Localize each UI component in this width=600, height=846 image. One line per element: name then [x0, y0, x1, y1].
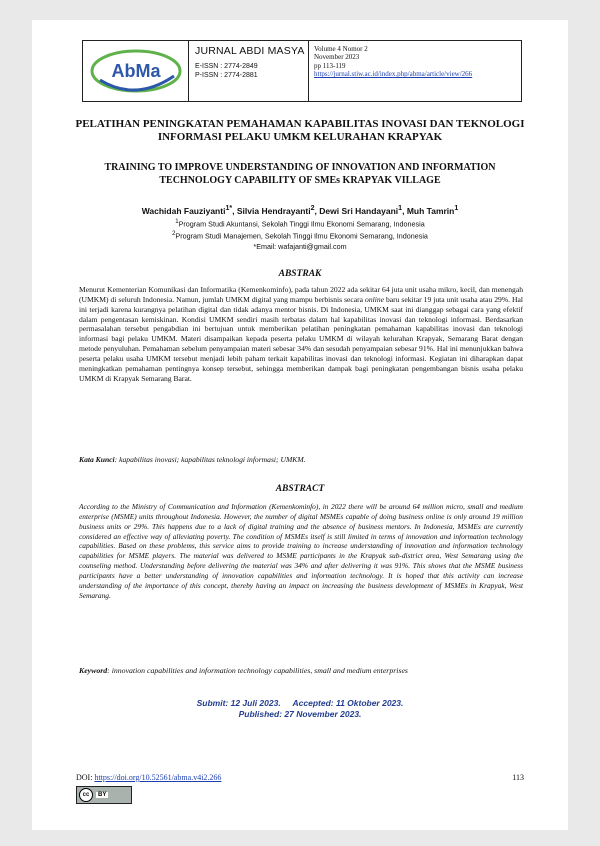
- abstrak-online-term: online: [365, 294, 384, 304]
- logo-text: AbMa: [111, 61, 160, 81]
- author-name: Muh Tamrin: [406, 205, 455, 216]
- cc-by-license-badge[interactable]: [76, 786, 132, 804]
- abstrak-text: baru sekitar 19 juta unit usaha atau 29%. Hal ini terjadi karena kurangnya pelatihan digital dan tidak adanya mentor bisnis. Di Indonesia, UMKM saat ini dianggap sebagai cara yang efektif dalam pengentasan kemiskinan. Kondisi UMKM sendiri masih terbatas dalam hal kapabilitas inovasi dan teknologi informasi. Berdasarkan permasalahan tersebut pengabdian ini bertujuan untuk memberikan pelatihan peningkatan pemahaman kapabilitas inovasi dan teknologi informasi bagi pelaku UMKM. Materi disampaikan kepada peserta pelaku UMKM di wilayah kelurahan Krapyak, Semarang Barat dengan metode penyuluhan. Pemahaman sebelum penyampaian materi sebesar 34% dan sesudah penyampaian sebesar 91%. Hal ini menunjukkan bahwa peserta pelaku usaha UMKM tersebut menjadi lebih paham terkait kapabilitas inovasi dan teknologi informasi. Kegiatan ini diharapkan dapat meningkatkan pemahaman pentingnya konsep tersebut, sehingga memberikan dampak bagi peningkatan pengembangan bisnis usaha pelaku UMKM di Krapyak Semarang Barat.: [79, 294, 523, 383]
- journal-name: JURNAL ABDI MASYA: [195, 45, 305, 57]
- journal-volume: Volume 4 Nomor 2: [314, 45, 368, 53]
- author-separator: ,: [314, 205, 320, 216]
- title-indonesian: PELATIHAN PENINGKATAN PEMAHAMAN KAPABILITAS INOVASI DAN TEKNOLOGI INFORMASI PELAKU UMKM KELURAHAN KRAPYAK: [75, 118, 525, 143]
- abstract-heading: ABSTRACT: [275, 484, 325, 494]
- author-separator: ,: [232, 205, 237, 216]
- journal-logo: [83, 41, 188, 101]
- keywords-label: Keyword: [79, 666, 108, 675]
- accepted-date: Accepted: 11 Oktober 2023.: [292, 698, 404, 708]
- author-list: [62, 204, 538, 216]
- kata-kunci-label: Kata Kunci: [79, 455, 115, 464]
- title-english: TRAINING TO IMPROVE UNDERSTANDING OF INNOVATION AND INFORMATION TECHNOLOGY CAPABILITY OF SMEs KRAPYAK VILLAGE: [104, 162, 496, 186]
- doi-label: DOI:: [76, 773, 95, 782]
- dates-line-1: [32, 698, 568, 709]
- journal-identity: [188, 41, 308, 101]
- kata-kunci-text: : kapabilitas inovasi; kapabilitas teknologi informasi; UMKM.: [114, 455, 306, 464]
- author-separator: ,: [402, 205, 407, 216]
- keywords: [79, 666, 523, 676]
- abstrak-text: Menurut Kementerian Komunikasi dan Informatika (Kemenkominfo), pada tahun 2022 ada sekitar 64 juta unit usaha mikro, kecil, dan menengah (UMKM) di seluruh Indonesia. Namun, jumlah UMKM digital yang mampu berbisnis secara: [79, 285, 523, 304]
- journal-eissn: E-ISSN : 2774-2849: [195, 63, 258, 70]
- author-sup: 1: [454, 204, 459, 212]
- journal-pages: pp 113-119: [314, 61, 346, 70]
- abstract-body: According to the Ministry of Communication and Information (Kemenkominfo), in 2022 there will be around 64 million micro, small and medium enterprise (MSME) units throughout Indonesia. However, the number of digital MSMEs capable of doing business online is only around 19 million business units or 29%. This happens due to a lack of digital training and the absence of business mentors. In Indonesia, MSMEs are currently considered an effective way of alleviating poverty. The condition of MSMEs itself is still limited in terms of innovation and information technology capabilities. Based on these problems, this service aims to provide training to increase understanding of innovation and information technology capabilities for MSME players. The material was delivered to MSME participants in the Krapyak sub-district area, West Semarang using the counseling method. Understanding before delivering the material was 34% and after delivering it was 91%. This shows that the MSME business participants have a better understanding of innovation capabilities and information technology. It is hoped that this activity can increase understanding of the importance of this concept, thereby having an impact on increasing the business development of MSMEs in Krapyak, West Semarang.: [79, 502, 523, 600]
- affiliation-sup: 2: [172, 231, 176, 238]
- journal-url-link[interactable]: https://jurnal.stiw.ac.id/index.php/abma/article/view/266: [314, 70, 473, 79]
- author-sup: 1*: [225, 204, 233, 212]
- keywords-text: : innovation capabilities and information technology capabilities, small and medium enterprises: [107, 666, 408, 675]
- page-number: 113: [512, 773, 524, 782]
- affiliation-line: [62, 229, 538, 241]
- author-name: Silvia Hendrayanti: [236, 205, 311, 216]
- journal-header: [82, 40, 522, 102]
- submit-date: Submit: 12 Juli 2023.: [196, 698, 281, 708]
- journal-pissn: P-ISSN : 2774-2881: [195, 72, 258, 79]
- license-by-label: BY: [98, 792, 107, 798]
- journal-issue-info: [308, 41, 521, 101]
- published-date: Published: 27 November 2023.: [238, 709, 362, 719]
- journal-page: [32, 20, 568, 830]
- affiliation-text: Program Studi Akuntansi, Sekolah Tinggi Ilmu Ekonomi Semarang, Indonesia: [178, 219, 425, 229]
- affiliation-line: [62, 217, 538, 229]
- abma-logo-icon: [88, 46, 184, 96]
- journal-month: November 2023: [314, 53, 360, 62]
- author-name: Wachidah Fauziyanti: [141, 205, 226, 216]
- affiliation-sup: 1: [175, 219, 179, 225]
- affiliations: [62, 217, 538, 252]
- affiliation-text: Program Studi Manajemen, Sekolah Tinggi Ilmu Ekonomi Semarang, Indonesia: [175, 231, 428, 241]
- creative-commons-icon: cc: [79, 788, 93, 802]
- author-name: Dewi Sri Handayani: [319, 205, 399, 216]
- author-email: *Email: wafajanti@gmail.com: [253, 241, 347, 251]
- abstrak-heading: ABSTRAK: [278, 269, 322, 279]
- submission-dates: [32, 698, 568, 720]
- author-sup: 2: [310, 204, 315, 212]
- doi-link[interactable]: https://doi.org/10.52561/abma.v4i2.266: [94, 773, 222, 782]
- footer-doi: [76, 773, 221, 782]
- abstrak-body: [79, 285, 523, 383]
- kata-kunci: [79, 455, 523, 464]
- author-sup: 1: [398, 204, 403, 212]
